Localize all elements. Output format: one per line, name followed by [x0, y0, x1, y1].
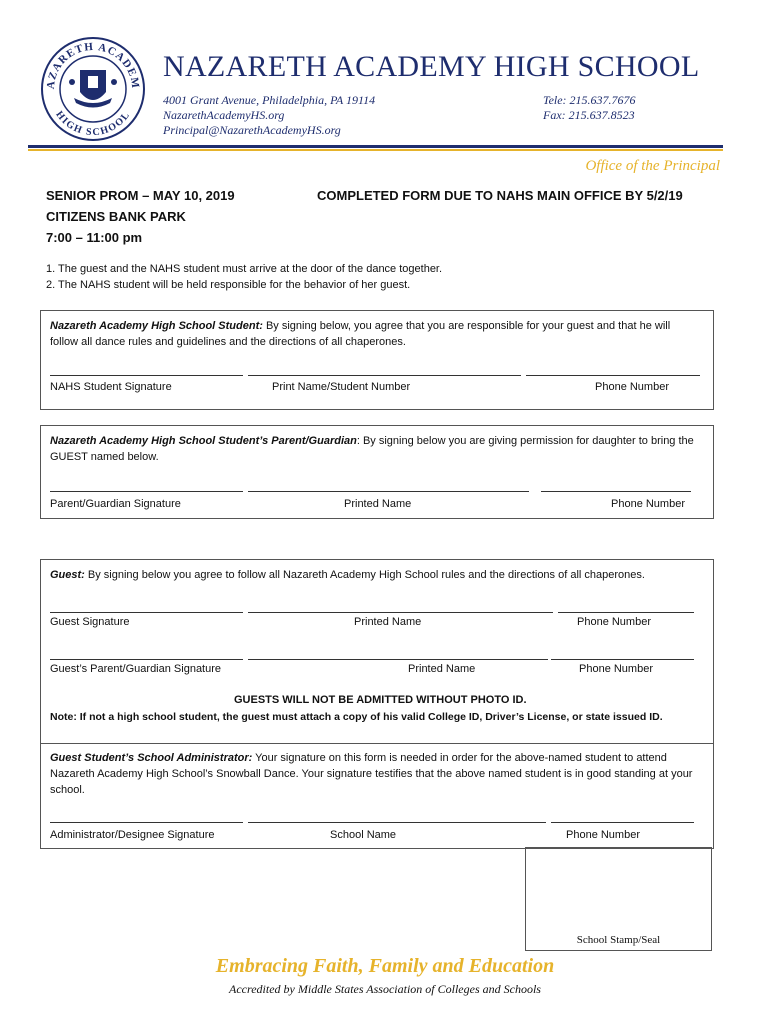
guest-phone-label: Phone Number: [577, 616, 651, 628]
school-stamp-box[interactable]: [525, 847, 712, 951]
event-line-1: SENIOR PROM – MAY 10, 2019: [46, 188, 235, 203]
rule-item: 2. The NAHS student will be held responsible for the behavior of her guest.: [46, 279, 411, 291]
school-phone: Tele: 215.637.7676: [543, 93, 636, 107]
student-signature-line[interactable]: [50, 375, 243, 376]
administrator-heading: Guest Student’s School Administrator:: [50, 752, 253, 764]
svg-text:NAZARETH ACADEMY: AZARETH ACADEM: [44, 40, 142, 90]
school-seal-logo: [38, 36, 148, 142]
school-website: NazarethAcademyHS.org: [163, 108, 285, 122]
guest-phone-line[interactable]: [558, 612, 694, 613]
guest-text: By signing below you agree to follow all Nazareth Academy High School rules and the directions of all chaperones.: [84, 569, 645, 581]
student-phone-label: Phone Number: [595, 381, 669, 393]
header-rule-gold: [28, 149, 723, 151]
parent-heading: Nazareth Academy High School Student’s Parent/Guardian: [50, 435, 357, 447]
office-title: Office of the Principal: [585, 158, 720, 174]
parent-instructions: [50, 433, 700, 465]
guest-heading: Guest:: [50, 569, 85, 581]
parent-phone-line[interactable]: [541, 491, 691, 492]
contact-block: [543, 93, 636, 123]
student-name-line[interactable]: [248, 375, 521, 376]
guest-parent-name-label: Printed Name: [408, 663, 476, 675]
administrator-instructions: [50, 750, 700, 798]
student-heading: Nazareth Academy High School Student:: [50, 320, 263, 332]
administrator-signature-label: Administrator/Designee Signature: [50, 829, 215, 841]
guest-parent-signature-label: Guest’s Parent/Guardian Signature: [50, 663, 222, 675]
parent-signature-line[interactable]: [50, 491, 243, 492]
school-name: NAZARETH ACADEMY HIGH SCHOOL: [163, 50, 700, 83]
administrator-text: Your signature on this form is needed in order for the above-named student to attend Nazareth Academy High School’s Snowball Dance. Your signature testifies that the above named student is in good standing at your school.: [50, 752, 693, 796]
photo-id-warning: GUESTS WILL NOT BE ADMITTED WITHOUT PHOTO ID.: [234, 694, 527, 706]
school-address: 4001 Grant Avenue, Philadelphia, PA 19114: [163, 93, 376, 107]
parent-text: : By signing below you are giving permission for daughter to bring the GUEST named below.: [50, 435, 694, 463]
parent-name-label: Printed Name: [344, 498, 412, 510]
guest-section: [40, 559, 714, 744]
administrator-phone-line[interactable]: [551, 822, 694, 823]
svg-text:HIGH SCHOOL: HIGH SCHOOL: [53, 109, 133, 139]
guest-parent-name-line[interactable]: [248, 659, 548, 660]
event-line-3: 7:00 – 11:00 pm: [46, 230, 143, 245]
guest-instructions: [50, 567, 700, 583]
student-phone-line[interactable]: [526, 375, 700, 376]
student-instructions: [50, 318, 700, 350]
administrator-section: [40, 743, 714, 849]
event-line-2: CITIZENS BANK PARK: [46, 209, 186, 224]
administrator-school-label: School Name: [330, 829, 397, 841]
guest-signature-label: Guest Signature: [50, 616, 130, 628]
guest-parent-phone-label: Phone Number: [579, 663, 653, 675]
rule-item: 1. The guest and the NAHS student must arrive at the door of the dance together.: [46, 263, 443, 275]
parent-section: [40, 425, 714, 519]
guest-name-label: Printed Name: [354, 616, 422, 628]
student-signature-label: NAHS Student Signature: [50, 381, 172, 393]
student-name-label: Print Name/Student Number: [272, 381, 411, 393]
id-requirement-note: Note: If not a high school student, the guest must attach a copy of his valid College ID, Driver’s License, or state issued ID.: [50, 711, 663, 723]
student-text: By signing below, you agree that you are responsible for your guest and that he will follow all dance rules and guidelines and the directions of all chaperones.: [50, 320, 671, 348]
guest-signature-line[interactable]: [50, 612, 243, 613]
administrator-school-line[interactable]: [248, 822, 546, 823]
parent-name-line[interactable]: [248, 491, 529, 492]
guest-parent-phone-line[interactable]: [551, 659, 694, 660]
event-details: [46, 185, 235, 248]
school-address-block: [163, 93, 375, 138]
student-section: [40, 310, 714, 410]
administrator-signature-line[interactable]: [50, 822, 243, 823]
accreditation-note: Accredited by Middle States Association of Colleges and Schools: [229, 982, 541, 996]
parent-phone-label: Phone Number: [611, 498, 685, 510]
due-date-notice: COMPLETED FORM DUE TO NAHS MAIN OFFICE BY 5/2/19: [317, 188, 683, 203]
rules-list: [46, 261, 442, 293]
school-stamp-label: School Stamp/Seal: [576, 934, 661, 946]
parent-signature-label: Parent/Guardian Signature: [50, 498, 181, 510]
principal-email: Principal@NazarethAcademyHS.org: [163, 123, 341, 137]
guest-parent-signature-line[interactable]: [50, 659, 243, 660]
school-fax: Fax: 215.637.8523: [543, 108, 635, 122]
header-rule-navy: [28, 145, 723, 148]
guest-name-line[interactable]: [248, 612, 553, 613]
school-motto: Embracing Faith, Family and Education: [215, 955, 555, 977]
administrator-phone-label: Phone Number: [566, 829, 640, 841]
